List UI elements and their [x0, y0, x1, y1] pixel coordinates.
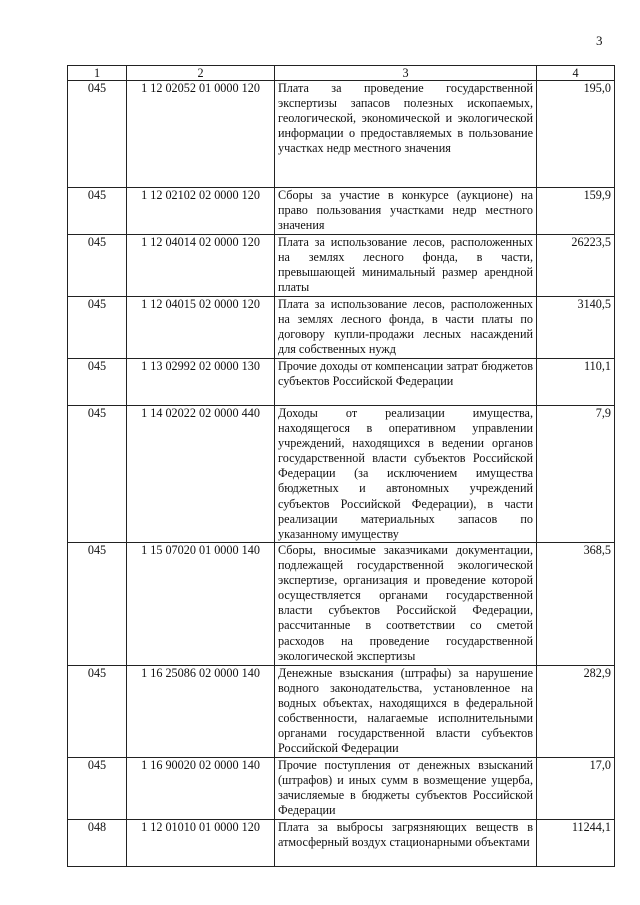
revenue-name-cell: Плата за использование лесов, расположенных на землях лесного фонда, в части платы по договору купли-продажи лесных насаждений для собственных нужд [275, 297, 537, 359]
column-header-admin: 1 [68, 66, 127, 81]
revenue-name-cell: Прочие доходы от компенсации затрат бюджетов субъектов Российской Федерации [275, 359, 537, 406]
budget-code-cell: 1 13 02992 02 0000 130 [127, 359, 275, 406]
table-row [68, 666, 615, 758]
table-row [68, 297, 615, 359]
amount-cell: 282,9 [537, 666, 615, 758]
revenue-name-cell: Денежные взыскания (штрафы) за нарушение водного законодательства, установленное на водных объектах, находящихся в федеральной собственности, налагаемые исполнительными органами государственной власти субъектов Российской Федерации [275, 666, 537, 758]
budget-code-cell: 1 14 02022 02 0000 440 [127, 406, 275, 543]
amount-cell: 17,0 [537, 758, 615, 820]
amount-cell: 11244,1 [537, 820, 615, 867]
table-row [68, 81, 615, 188]
table-row [68, 543, 615, 666]
budget-code-cell: 1 12 02102 02 0000 120 [127, 188, 275, 235]
revenue-name-cell: Прочие поступления от денежных взысканий (штрафов) и иных сумм в возмещение ущерба, зачисляемые в бюджеты субъектов Российской Федерации [275, 758, 537, 820]
admin-code-cell: 045 [68, 188, 127, 235]
admin-code-cell: 048 [68, 820, 127, 867]
budget-revenue-table [67, 65, 615, 867]
revenue-name-cell: Доходы от реализации имущества, находящегося в оперативном управлении учреждений, находящихся в ведении органов государственной власти субъектов Российской Федерации (за исключением имущества бюджетных и автономных учреждений субъектов Российской Федерации), в части реализации материальных запасов по указанному имуществу [275, 406, 537, 543]
table-row [68, 758, 615, 820]
revenue-name-cell: Сборы за участие в конкурсе (аукционе) на право пользования участками недр местного значения [275, 188, 537, 235]
budget-code-cell: 1 12 04015 02 0000 120 [127, 297, 275, 359]
page-number: 3 [596, 33, 603, 48]
budget-code-cell: 1 12 04014 02 0000 120 [127, 235, 275, 297]
admin-code-cell: 045 [68, 406, 127, 543]
column-header-code: 2 [127, 66, 275, 81]
budget-code-cell: 1 16 90020 02 0000 140 [127, 758, 275, 820]
admin-code-cell: 045 [68, 235, 127, 297]
admin-code-cell: 045 [68, 758, 127, 820]
admin-code-cell: 045 [68, 81, 127, 188]
budget-code-cell: 1 16 25086 02 0000 140 [127, 666, 275, 758]
budget-code-cell: 1 12 01010 01 0000 120 [127, 820, 275, 867]
amount-cell: 159,9 [537, 188, 615, 235]
table-row [68, 359, 615, 406]
admin-code-cell: 045 [68, 666, 127, 758]
revenue-name-cell: Сборы, вносимые заказчиками документации, подлежащей государственной экологической экспертизе, организация и проведение которой осуществляется органами государственной власти субъектов Российской Федерации, рассчитанные в соответствии со сметой расходов на проведение государственной экологической экспертизы [275, 543, 537, 666]
table-row [68, 406, 615, 543]
admin-code-cell: 045 [68, 297, 127, 359]
amount-cell: 110,1 [537, 359, 615, 406]
column-header-amount: 4 [537, 66, 615, 81]
admin-code-cell: 045 [68, 543, 127, 666]
amount-cell: 195,0 [537, 81, 615, 188]
table-row [68, 820, 615, 867]
table-row [68, 235, 615, 297]
revenue-name-cell: Плата за выбросы загрязняющих веществ в атмосферный воздух стационарными объектами [275, 820, 537, 867]
admin-code-cell: 045 [68, 359, 127, 406]
revenue-name-cell: Плата за использование лесов, расположенных на землях лесного фонда, в части, превышающей минимальный размер арендной платы [275, 235, 537, 297]
amount-cell: 368,5 [537, 543, 615, 666]
budget-code-cell: 1 12 02052 01 0000 120 [127, 81, 275, 188]
table-header-row [68, 66, 615, 81]
budget-code-cell: 1 15 07020 01 0000 140 [127, 543, 275, 666]
table-row [68, 188, 615, 235]
amount-cell: 7,9 [537, 406, 615, 543]
amount-cell: 26223,5 [537, 235, 615, 297]
revenue-name-cell: Плата за проведение государственной экспертизы запасов полезных ископаемых, геологической, экономической и экологической информации о предоставляемых в пользование участках недр местного значения [275, 81, 537, 188]
column-header-name: 3 [275, 66, 537, 81]
amount-cell: 3140,5 [537, 297, 615, 359]
